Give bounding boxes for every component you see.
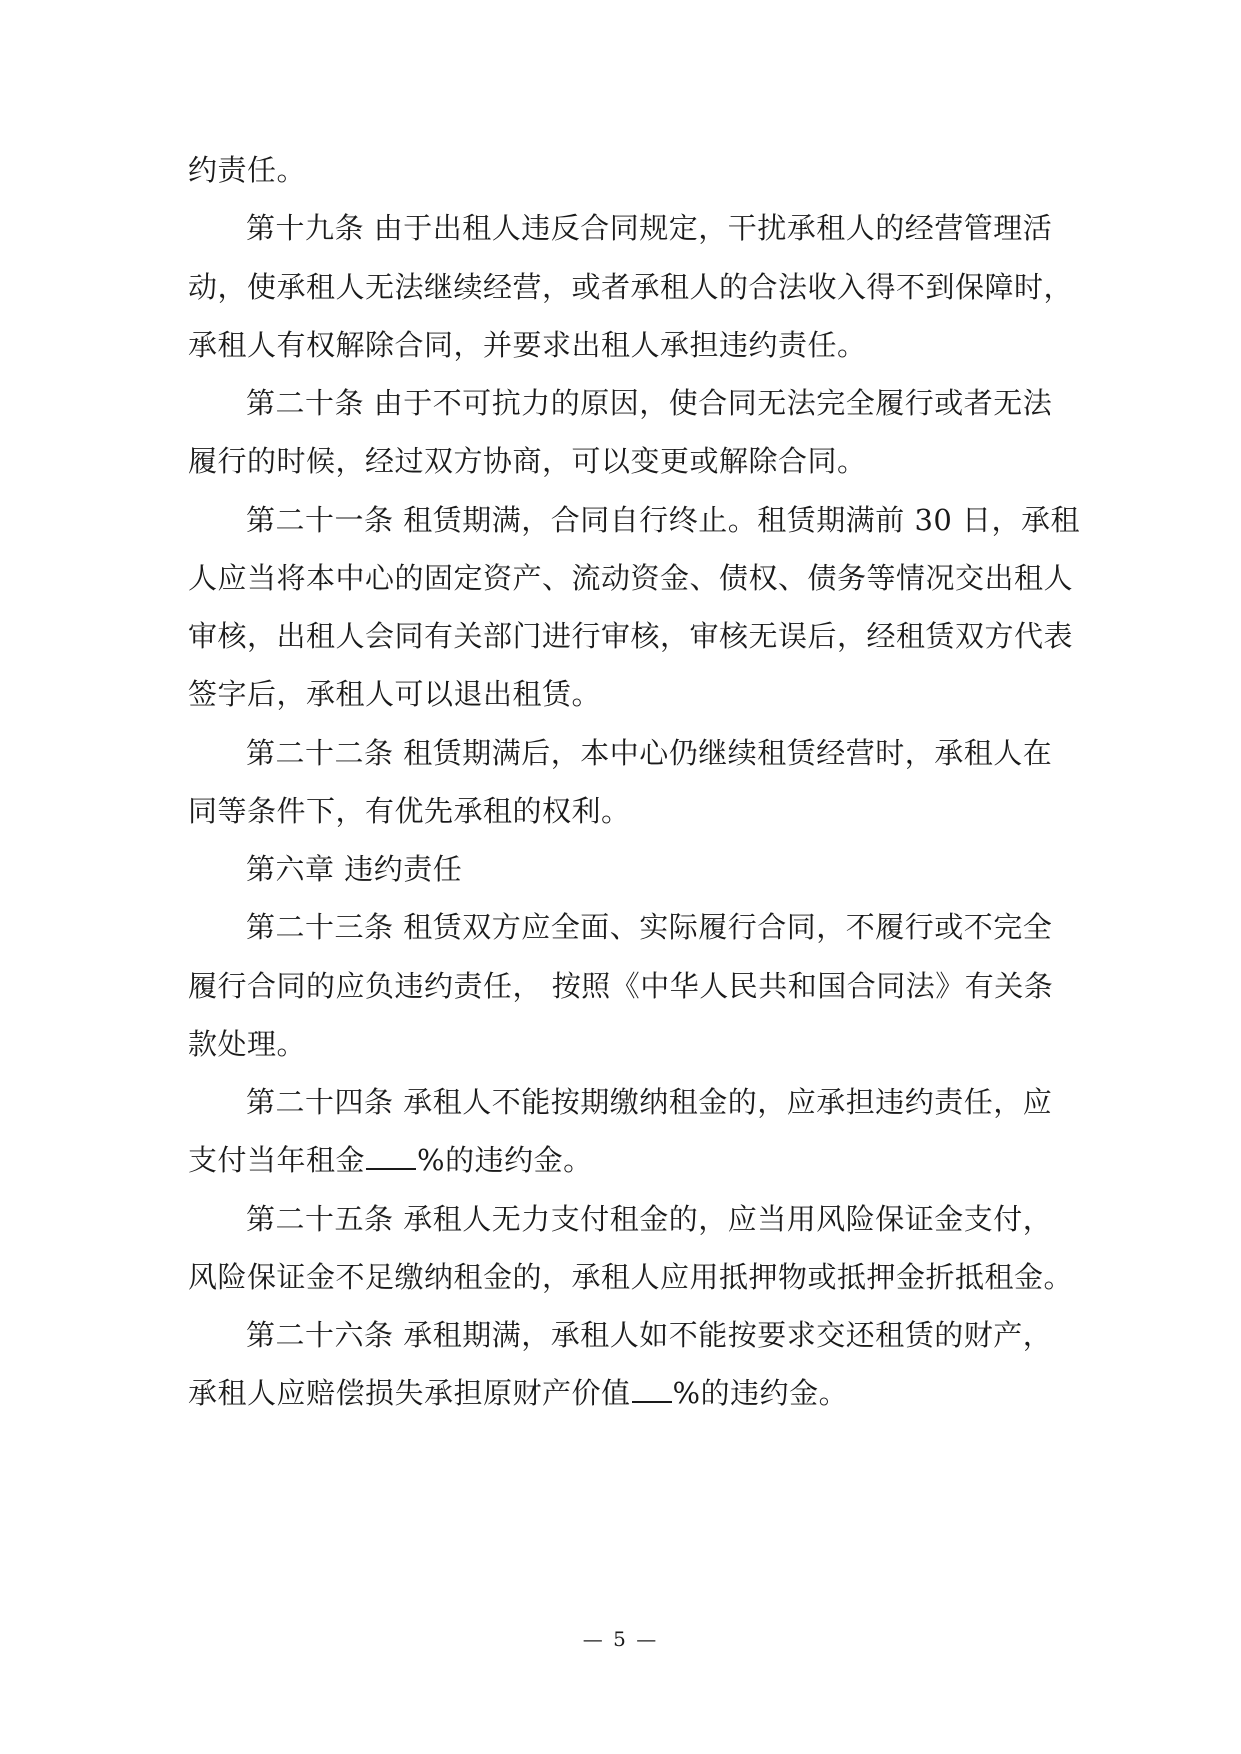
article-20-line-1: 第二十条 由于不可抗力的原因，使合同无法完全履行或者无法 — [246, 386, 1053, 420]
text-line: 支付当年租金 %的违约金。 — [188, 1143, 593, 1177]
text-line: 风险保证金不足缴纳租金的，承租人应用抵押物或抵押金折抵租金。 — [188, 1260, 1074, 1294]
article-24-line-1: 第二十四条 承租人不能按期缴纳租金的，应承担违约责任，应 — [246, 1085, 1053, 1119]
article-22-line-1: 第二十二条 租赁期满后，本中心仍继续租赁经营时，承租人在 — [246, 736, 1053, 770]
article-26-line-1: 第二十六条 承租期满，承租人如不能按要求交还租赁的财产， — [246, 1318, 1053, 1352]
text-line: 审核，出租人会同有关部门进行审核，审核无误后，经租赁双方代表 — [188, 619, 1074, 653]
text-line: 人应当将本中心的固定资产、流动资金、债权、债务等情况交出租人 — [188, 561, 1074, 595]
fill-in-blank[interactable] — [366, 1142, 416, 1170]
article-19-line-1: 第十九条 由于出租人违反合同规定，干扰承租人的经营管理活 — [246, 211, 1053, 245]
text-line: 承租人有权解除合同，并要求出租人承担违约责任。 — [188, 328, 867, 362]
article-23-line-1: 第二十三条 租赁双方应全面、实际履行合同，不履行或不完全 — [246, 910, 1053, 944]
text-line: 同等条件下，有优先承租的权利。 — [188, 794, 631, 828]
article-21-line-1: 第二十一条 租赁期满，合同自行终止。租赁期满前 30 日，承租 — [246, 503, 1081, 537]
text-line: 签字后，承租人可以退出租赁。 — [188, 677, 602, 711]
text-line: 动，使承租人无法继续经营，或者承租人的合法收入得不到保障时， — [188, 270, 1074, 304]
text-line: 款处理。 — [188, 1027, 307, 1061]
article-25-line-1: 第二十五条 承租人无力支付租金的，应当用风险保证金支付， — [246, 1202, 1053, 1236]
text-line: 履行合同的应负违约责任， 按照《中华人民共和国合同法》有关条 — [188, 969, 1054, 1003]
chapter-6-heading: 第六章 违约责任 — [246, 852, 463, 886]
text-line: 约责任。 — [188, 153, 307, 187]
fill-in-blank[interactable] — [632, 1375, 672, 1403]
text-line: 承租人应赔偿损失承担原财产价值 %的违约金。 — [188, 1376, 849, 1410]
page-number: — 5 — — [582, 1627, 659, 1651]
text-line: 履行的时候，经过双方协商，可以变更或解除合同。 — [188, 444, 867, 478]
